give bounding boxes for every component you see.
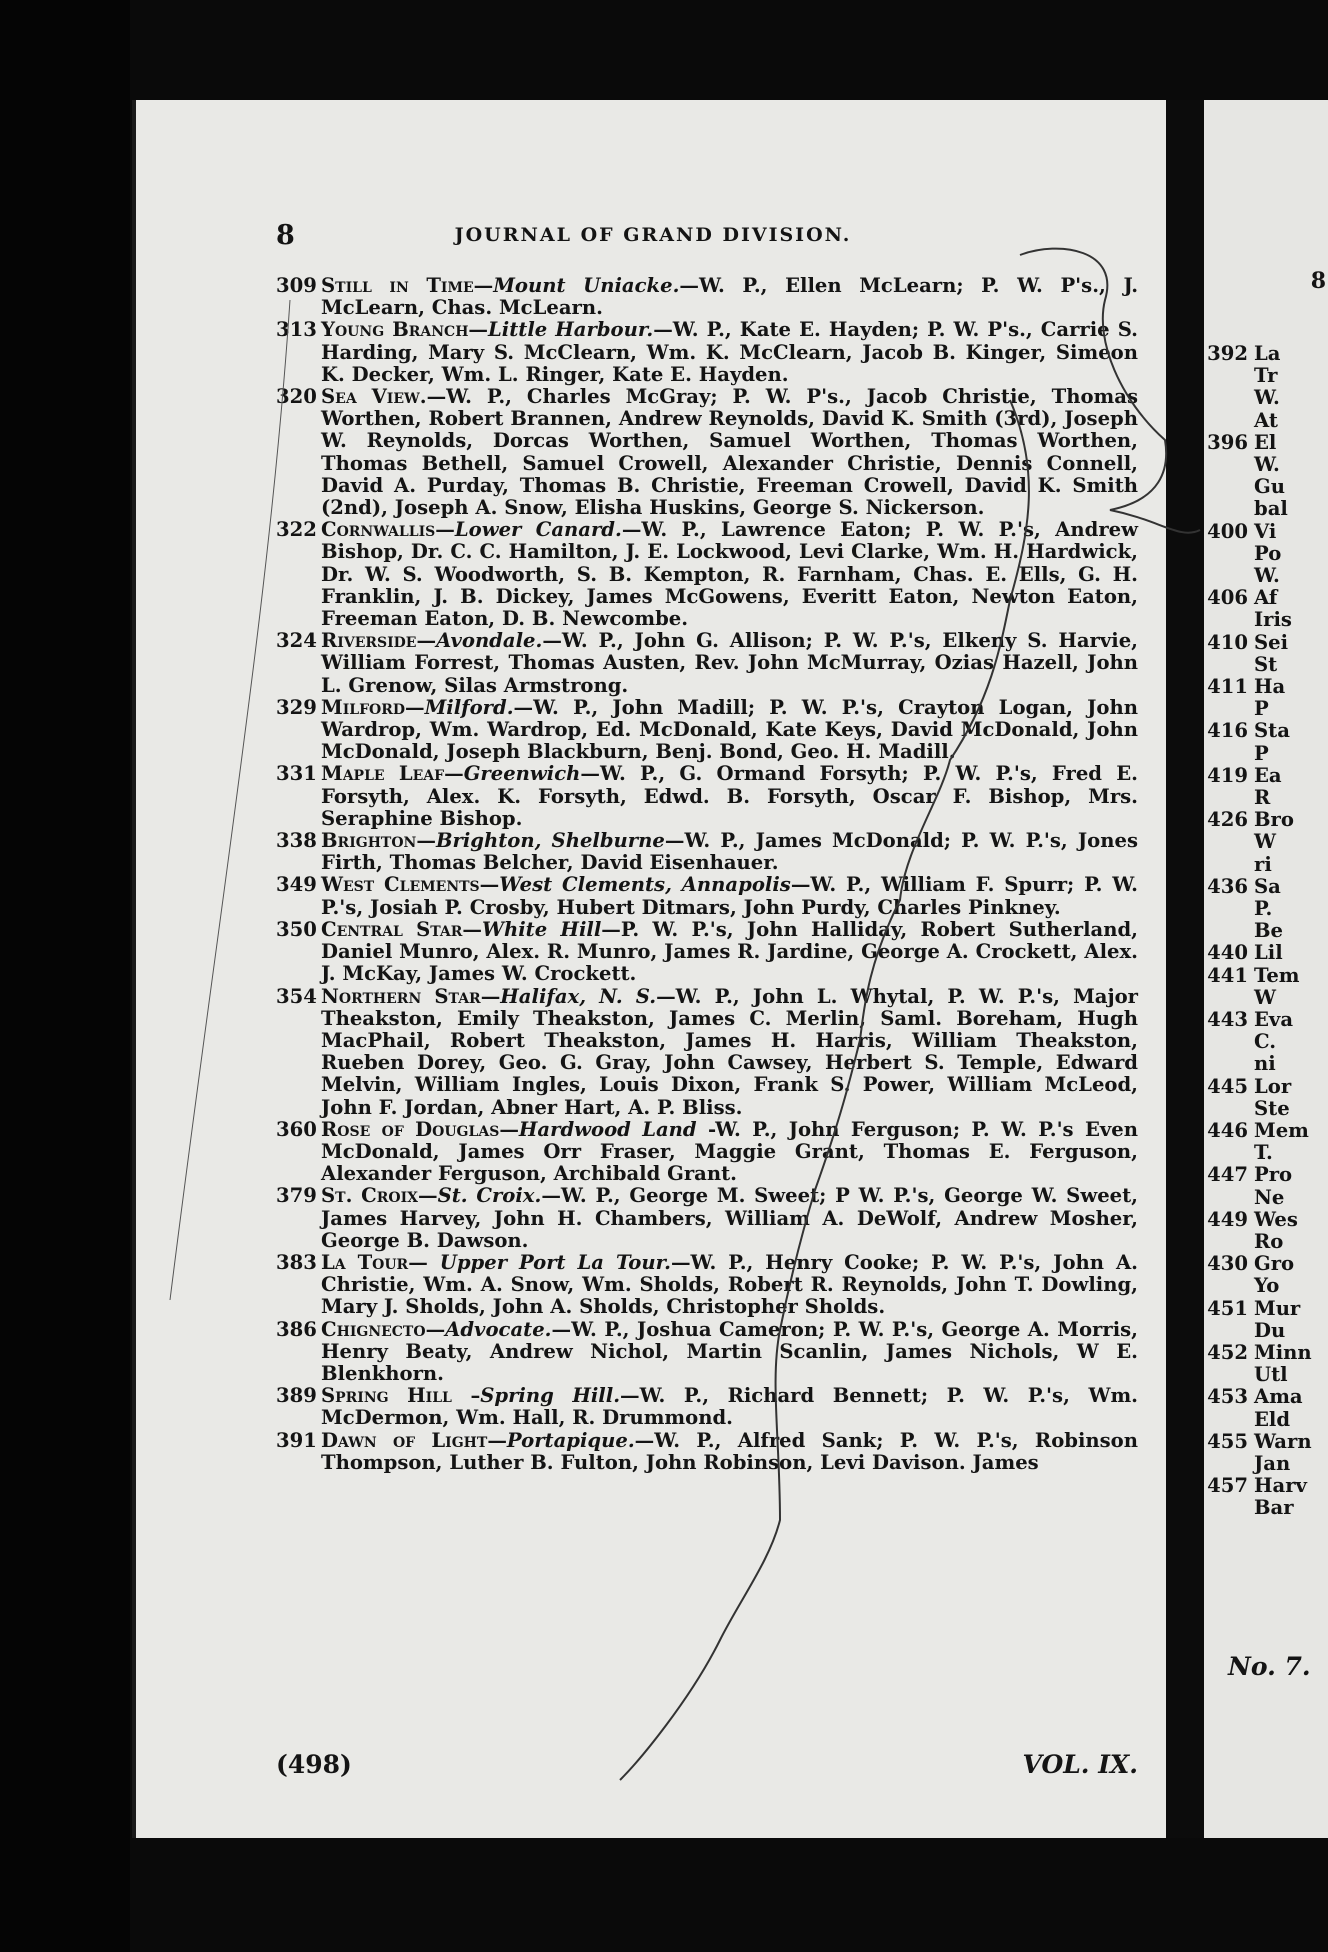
name-separator: — <box>416 629 437 653</box>
adjacent-page-line <box>1204 453 1328 475</box>
page-number: 8 <box>276 220 295 251</box>
lodge-officers: —W. P., George M. Sweet; P W. P.'s, George W. Sweet, James Harvey, John H. Chambers, William A. DeWolf, Andrew Mosher, George B. Dawson. <box>321 1184 1139 1252</box>
lodge-number: 331 <box>276 762 317 786</box>
lodge-location: Mount Uniacke. <box>493 274 680 297</box>
lodge-number: 383 <box>276 1250 317 1274</box>
name-separator: — <box>487 1428 507 1452</box>
adjacent-line-text: P <box>1254 741 1269 764</box>
adjacent-line-text: P <box>1254 697 1269 720</box>
name-separator: — <box>408 1250 440 1274</box>
adjacent-page-line <box>1204 808 1328 830</box>
lodge-name: Rose of Douglas <box>321 1117 500 1141</box>
lodge-location: Hardwood Land <box>518 1117 697 1141</box>
adjacent-lodge-number: 436 <box>1207 874 1248 897</box>
lodge-number: 360 <box>276 1117 317 1141</box>
lodge-officers: —P. W. P.'s, John Halliday, Robert Sutherland, Daniel Munro, Alex. R. Munro, James R. Jardine, George A. Crockett, Alex. J. McKay, James W. Crockett. <box>321 917 1138 986</box>
adjacent-line-text: Iris <box>1254 608 1292 631</box>
lodge-name: Milford <box>321 695 405 719</box>
adjacent-page-fragment <box>1204 100 1328 1838</box>
name-separator: — <box>480 984 501 1008</box>
lodge-officers: —W. P., Ellen McLearn; P. W. P's., J. McLearn, Chas. McLearn. <box>321 274 1139 320</box>
lodge-entry <box>276 986 1138 1119</box>
adjacent-page-line <box>1204 386 1328 408</box>
adjacent-line-text: Sta <box>1254 719 1290 742</box>
lodge-location: West Clements, Annapolis <box>499 873 791 897</box>
adjacent-page-line <box>1204 608 1328 630</box>
running-head: JOURNAL OF GRAND DIVISION. <box>454 224 852 246</box>
adjacent-page-line <box>1204 431 1328 453</box>
lodge-number: 320 <box>276 385 317 409</box>
lodge-entry <box>276 1385 1138 1429</box>
lodge-entry <box>276 1252 1138 1319</box>
adjacent-line-text: W. <box>1254 453 1280 475</box>
adjacent-lodge-number: 453 <box>1207 1385 1248 1408</box>
adjacent-page-line <box>1204 1030 1328 1052</box>
adjacent-page-line <box>1204 719 1328 741</box>
lodge-location: Greenwich <box>463 762 581 786</box>
lodge-location: Portapique. <box>506 1428 635 1452</box>
adjacent-page-line <box>1204 1297 1328 1319</box>
adjacent-page-line <box>1204 1408 1328 1430</box>
adjacent-page-line <box>1204 1430 1328 1452</box>
lodge-officers: —W. P., Alfred Sank; P. W. P.'s, Robinson Thompson, Luther B. Fulton, John Robinson, Levi Davison. James <box>321 1428 1138 1474</box>
adjacent-page-line <box>1204 764 1328 786</box>
lodge-name: Riverside <box>321 629 417 653</box>
lodge-entry <box>276 1430 1138 1474</box>
adjacent-line-text: Be <box>1254 919 1284 942</box>
lodge-officers: —W. P., Charles McGray; P. W. P's., Jacob Christie, Thomas Worthen, Robert Brannen, Andrew Reynolds, David K. Smith (3rd), Joseph W. Reynolds, Dorcas Worthen, Samuel Worthen, Thomas Worthen, Thomas Bethell, Samuel Crowell, Alexander Christie, Dennis Connell, David A. Purday, Thomas B. Christie, Freeman Crowell, David K. Smith (2nd), Joseph A. Snow, Elisha Huskins, George S. Nickerson. <box>321 385 1138 520</box>
adjacent-line-text: Warn <box>1254 1429 1312 1452</box>
lodge-number: 313 <box>276 318 317 342</box>
lodge-entry <box>276 1185 1138 1252</box>
adjacent-page-line <box>1204 941 1328 963</box>
name-separator: — <box>462 917 482 941</box>
adjacent-line-text: Eva <box>1254 1008 1294 1030</box>
adjacent-line-text: Yo <box>1254 1274 1280 1297</box>
adjacent-page-line <box>1204 364 1328 386</box>
footer-page-ref: (498) <box>276 1750 352 1779</box>
adjacent-lodge-number: 445 <box>1207 1074 1248 1097</box>
adjacent-page-line <box>1204 1008 1328 1030</box>
name-separator: — <box>416 829 436 853</box>
adjacent-page-top-fragment: 8 <box>1310 268 1326 294</box>
adjacent-page-line <box>1204 964 1328 986</box>
adjacent-page-line <box>1204 1363 1328 1385</box>
lodge-entry <box>276 830 1138 874</box>
name-separator: – <box>451 1384 481 1408</box>
name-separator: — <box>405 695 425 719</box>
lodge-officers: —W. P., John Madill; P. W. P.'s, Crayton Logan, John Wardrop, Wm. Wardrop, Ed. McDonald, Kate Keys, David McDonald, John McDonald, Joseph Blackburn, Benj. Bond, Geo. H. Madill. <box>321 695 1138 764</box>
lodge-entry <box>276 919 1138 986</box>
adjacent-page-footer: No. 7. <box>1228 1652 1311 1681</box>
adjacent-page-line <box>1204 1452 1328 1474</box>
lodge-name: Chignecto <box>321 1317 426 1341</box>
adjacent-lodge-number: 441 <box>1207 963 1248 986</box>
adjacent-lodge-number: 457 <box>1207 1474 1248 1497</box>
adjacent-lodge-number: 400 <box>1207 519 1248 542</box>
adjacent-page-line <box>1204 653 1328 675</box>
lodge-entry <box>276 519 1138 630</box>
adjacent-line-text: Lor <box>1254 1074 1292 1097</box>
adjacent-line-text: Ea <box>1254 763 1282 786</box>
lodge-name: Maple Leaf <box>321 762 445 786</box>
lodge-officers: —W. P., G. Ormand Forsyth; P. W. P.'s, Fred E. Forsyth, Alex. K. Forsyth, Edwd. B. Forsyth, Oscar F. Bishop, Mrs. Seraphine Bishop. <box>321 762 1138 830</box>
adjacent-line-text: Tem <box>1254 963 1300 986</box>
adjacent-line-text: Gro <box>1254 1252 1295 1275</box>
adjacent-page-line <box>1204 342 1328 364</box>
lodge-number: 349 <box>276 873 317 897</box>
adjacent-lodge-number: 447 <box>1207 1163 1248 1186</box>
adjacent-line-text: bal <box>1254 497 1288 520</box>
adjacent-lodge-number: 426 <box>1207 808 1248 831</box>
adjacent-line-text: ri <box>1254 852 1272 875</box>
adjacent-lodge-number: 416 <box>1207 719 1248 742</box>
adjacent-page-line <box>1204 1097 1328 1119</box>
lodge-location: Advocate. <box>445 1317 552 1341</box>
adjacent-page-line <box>1204 1052 1328 1074</box>
adjacent-line-text: Af <box>1254 586 1278 609</box>
adjacent-page-line <box>1204 586 1328 608</box>
name-separator: — <box>473 274 494 297</box>
adjacent-page-line <box>1204 1141 1328 1163</box>
lodge-entry <box>276 763 1138 830</box>
name-separator: — <box>499 1117 519 1141</box>
adjacent-line-text: Minn <box>1254 1341 1312 1363</box>
adjacent-page-line <box>1204 542 1328 564</box>
adjacent-page-line <box>1204 1119 1328 1141</box>
adjacent-line-text: Bro <box>1254 808 1294 831</box>
adjacent-page-line <box>1204 1474 1328 1496</box>
adjacent-page-line <box>1204 520 1328 542</box>
lodge-location: Brighton, Shelburne <box>435 829 665 853</box>
adjacent-page-line <box>1204 1252 1328 1274</box>
lodge-name: Northern Star <box>321 984 481 1008</box>
adjacent-line-text: Harv <box>1254 1474 1307 1497</box>
adjacent-line-text: Sa <box>1254 874 1281 897</box>
adjacent-lodge-number: 392 <box>1207 342 1248 364</box>
adjacent-line-text: W. <box>1254 564 1280 586</box>
adjacent-line-text: Ama <box>1254 1385 1303 1408</box>
lodge-officers: -W. P., John Ferguson; P. W. P.'s Even McDonald, James Orr Fraser, Maggie Grant, Thomas E. Ferguson, Alexander Ferguson, Archibald Grant. <box>321 1117 1138 1186</box>
page-header <box>136 220 1166 260</box>
lodge-name: La Tour <box>321 1250 409 1274</box>
name-separator: — <box>444 762 464 786</box>
lodge-name: Brighton <box>321 829 417 853</box>
lodge-location: White Hill <box>481 917 602 941</box>
adjacent-page-line <box>1204 1075 1328 1097</box>
adjacent-page-line <box>1204 1319 1328 1341</box>
lodge-name: Central Star <box>321 917 463 941</box>
adjacent-page-line <box>1204 1230 1328 1252</box>
adjacent-page-line <box>1204 1208 1328 1230</box>
adjacent-line-text: Tr <box>1254 364 1278 387</box>
lodge-officers: —W. P., Kate E. Hayden; P. W. P's., Carrie S. Harding, Mary S. McClearn, Wm. K. McClearn, Jacob B. Kinger, Simeon K. Decker, Wm. L. Ringer, Kate E. Hayden. <box>321 318 1138 386</box>
lodge-entry <box>276 386 1138 519</box>
adjacent-page-line <box>1204 475 1328 497</box>
adjacent-page-line <box>1204 1163 1328 1185</box>
adjacent-page-line <box>1204 853 1328 875</box>
adjacent-line-text: El <box>1254 430 1277 453</box>
adjacent-page-line <box>1204 497 1328 519</box>
lodge-officers: —W. P., Lawrence Eaton; P. W. P.'s, Andrew Bishop, Dr. C. C. Hamilton, J. E. Lockwood, Levi Clarke, Wm. H. Hardwick, Dr. W. S. Woodworth, S. B. Kempton, R. Farnham, Chas. E. Ells, G. H. Franklin, J. B. Dickey, James McGowens, Everitt Eaton, Newton Eaton, Freeman Eaton, D. B. Newcombe. <box>321 518 1138 631</box>
lodge-entry <box>276 275 1138 319</box>
adjacent-lodge-number: 440 <box>1207 941 1248 964</box>
lodge-officers: —W. P., Joshua Cameron; P. W. P.'s, George A. Morris, Henry Beaty, Andrew Nichol, Martin Scanlin, James Nichols, W E. Blenkhorn. <box>321 1317 1138 1385</box>
adjacent-lodge-number: 410 <box>1207 630 1248 653</box>
lodge-entry <box>276 697 1138 764</box>
lodge-location: Upper Port La Tour. <box>439 1250 671 1274</box>
name-separator: — <box>468 318 489 342</box>
lodge-officers: —W. P., James McDonald; P. W. P.'s, Jones Firth, Thomas Belcher, David Eisenhauer. <box>321 829 1138 875</box>
lodge-number: 379 <box>276 1184 317 1208</box>
adjacent-line-text: W. <box>1254 386 1280 409</box>
lodge-number: 329 <box>276 695 317 719</box>
lodge-name: Spring Hill <box>321 1384 452 1408</box>
adjacent-page-line <box>1204 986 1328 1008</box>
adjacent-lodge-number: 452 <box>1207 1341 1248 1363</box>
adjacent-line-text: Sei <box>1254 630 1289 653</box>
lodge-name: Cornwallis <box>321 518 436 542</box>
adjacent-line-text: P. <box>1254 897 1273 919</box>
adjacent-line-text: ni <box>1254 1052 1276 1075</box>
adjacent-lodge-number: 446 <box>1207 1119 1248 1141</box>
lodge-name: Sea View. <box>321 385 427 409</box>
lodge-name: Still in Time <box>321 274 474 297</box>
lodge-name: Young Branch <box>321 318 469 342</box>
adjacent-page-line <box>1204 830 1328 852</box>
adjacent-line-text: T. <box>1254 1141 1273 1164</box>
adjacent-page-line <box>1204 697 1328 719</box>
adjacent-page-line <box>1204 1341 1328 1363</box>
adjacent-line-text: Utl <box>1254 1363 1288 1386</box>
adjacent-line-text: La <box>1254 342 1281 364</box>
adjacent-line-text: At <box>1254 408 1278 431</box>
adjacent-page-line <box>1204 675 1328 697</box>
document-page <box>132 100 1166 1838</box>
lodge-entry <box>276 630 1138 697</box>
adjacent-line-text: Wes <box>1254 1207 1298 1230</box>
adjacent-line-text: Jan <box>1254 1452 1291 1474</box>
adjacent-line-text: Mem <box>1254 1119 1309 1141</box>
lodge-location: St. Croix. <box>437 1184 542 1208</box>
adjacent-lodge-number: 449 <box>1207 1207 1248 1230</box>
scan-left-border <box>0 0 130 1952</box>
adjacent-line-text: Ne <box>1254 1185 1285 1208</box>
adjacent-line-text: Pro <box>1254 1163 1293 1186</box>
lodge-entry <box>276 1119 1138 1186</box>
adjacent-line-text: Du <box>1254 1318 1286 1341</box>
adjacent-line-text: St <box>1254 652 1278 675</box>
adjacent-line-text: Gu <box>1254 475 1285 498</box>
lodge-number: 309 <box>276 274 317 297</box>
adjacent-line-text: Vi <box>1254 519 1277 542</box>
adjacent-line-text: R <box>1254 786 1271 808</box>
adjacent-line-text: Mur <box>1254 1296 1301 1319</box>
adjacent-line-text: Ro <box>1254 1230 1284 1252</box>
adjacent-lodge-number: 419 <box>1207 763 1248 786</box>
lodge-location: Halifax, N. S. <box>500 984 657 1008</box>
adjacent-page-line <box>1204 742 1328 764</box>
adjacent-lodge-number: 396 <box>1207 430 1248 453</box>
lodge-officers: —W. P., John G. Allison; P. W. P.'s, Elkeny S. Harvie, William Forrest, Thomas Austen, Rev. John McMurray, Ozias Hazell, John L. Grenow, Silas Armstrong. <box>321 629 1138 697</box>
adjacent-page-line <box>1204 1496 1328 1518</box>
footer-volume: VOL. IX. <box>1022 1750 1138 1779</box>
name-separator: — <box>435 518 455 542</box>
adjacent-line-text: C. <box>1254 1030 1277 1053</box>
lodge-officers: —W. P., Richard Bennett; P. W. P.'s, Wm. McDermon, Wm. Hall, R. Drummond. <box>321 1384 1138 1430</box>
lodge-entries <box>276 275 1138 1474</box>
adjacent-page-line <box>1204 919 1328 941</box>
adjacent-line-text: Po <box>1254 541 1282 564</box>
adjacent-line-text: W <box>1254 985 1277 1008</box>
adjacent-lodge-number: 430 <box>1207 1252 1248 1275</box>
adjacent-page-line <box>1204 409 1328 431</box>
lodge-number: 389 <box>276 1384 317 1408</box>
lodge-entry <box>276 319 1138 386</box>
adjacent-line-text: Bar <box>1254 1496 1294 1519</box>
adjacent-lodge-number: 455 <box>1207 1429 1248 1452</box>
lodge-entry <box>276 874 1138 918</box>
lodge-name: St. Croix <box>321 1184 418 1208</box>
lodge-location: Lower Canard. <box>454 518 622 542</box>
adjacent-line-text: Lil <box>1254 941 1283 964</box>
adjacent-page-line <box>1204 1186 1328 1208</box>
lodge-number: 391 <box>276 1428 317 1452</box>
adjacent-page-line <box>1204 875 1328 897</box>
adjacent-lodge-number: 451 <box>1207 1296 1248 1319</box>
name-separator: — <box>418 1184 438 1208</box>
adjacent-page-line <box>1204 1274 1328 1296</box>
adjacent-page-line <box>1204 786 1328 808</box>
lodge-name: West Clements <box>321 873 480 897</box>
lodge-officers: —W. P., Henry Cooke; P. W. P.'s, John A. Christie, Wm. A. Snow, Wm. Sholds, Robert R. Reynolds, John T. Dowling, Mary J. Sholds, John A. Sholds, Christopher Sholds. <box>321 1250 1138 1319</box>
name-separator: — <box>425 1317 446 1341</box>
adjacent-page-line <box>1204 1385 1328 1407</box>
adjacent-lodge-number: 411 <box>1207 675 1248 697</box>
lodge-officers: —W. P., William F. Spurr; P. W. P.'s, Josiah P. Crosby, Hubert Ditmars, John Purdy, Charles Pinkney. <box>321 873 1139 919</box>
adjacent-line-text: Ste <box>1254 1096 1290 1119</box>
lodge-location: Milford. <box>424 695 514 719</box>
adjacent-line-text: Ha <box>1254 675 1286 697</box>
adjacent-lodge-number: 443 <box>1207 1008 1248 1030</box>
lodge-entry <box>276 1319 1138 1386</box>
adjacent-line-text: W <box>1254 830 1277 853</box>
lodge-location: Little Harbour. <box>488 318 654 342</box>
lodge-number: 350 <box>276 917 317 941</box>
adjacent-page-line <box>1204 564 1328 586</box>
lodge-location: Avondale. <box>436 629 543 653</box>
adjacent-line-text: Eld <box>1254 1407 1291 1430</box>
adjacent-page-line <box>1204 897 1328 919</box>
name-separator: — <box>479 873 500 897</box>
lodge-number: 338 <box>276 829 317 853</box>
lodge-number: 354 <box>276 984 317 1008</box>
lodge-number: 324 <box>276 629 317 653</box>
lodge-name: Dawn of Light <box>321 1428 488 1452</box>
book-gutter <box>1166 100 1204 1838</box>
page-footer <box>136 1750 1166 1790</box>
lodge-number: 386 <box>276 1317 317 1341</box>
lodge-officers: —W. P., John L. Whytal, P. W. P.'s, Major Theakston, Emily Theakston, James C. Merlin, Saml. Boreham, Hugh MacPhail, Robert Theakston, James H. Harris, William Theakston, Rueben Dorey, Geo. G. Gray, John Cawsey, Herbert S. Temple, Edward Melvin, William Ingles, Louis Dixon, Frank S. Power, William McLeod, John F. Jordan, Abner Hart, A. P. Bliss. <box>321 984 1138 1119</box>
adjacent-page-line <box>1204 631 1328 653</box>
lodge-number: 322 <box>276 518 317 542</box>
lodge-location: Spring Hill. <box>480 1384 621 1408</box>
adjacent-lodge-number: 406 <box>1207 586 1248 609</box>
